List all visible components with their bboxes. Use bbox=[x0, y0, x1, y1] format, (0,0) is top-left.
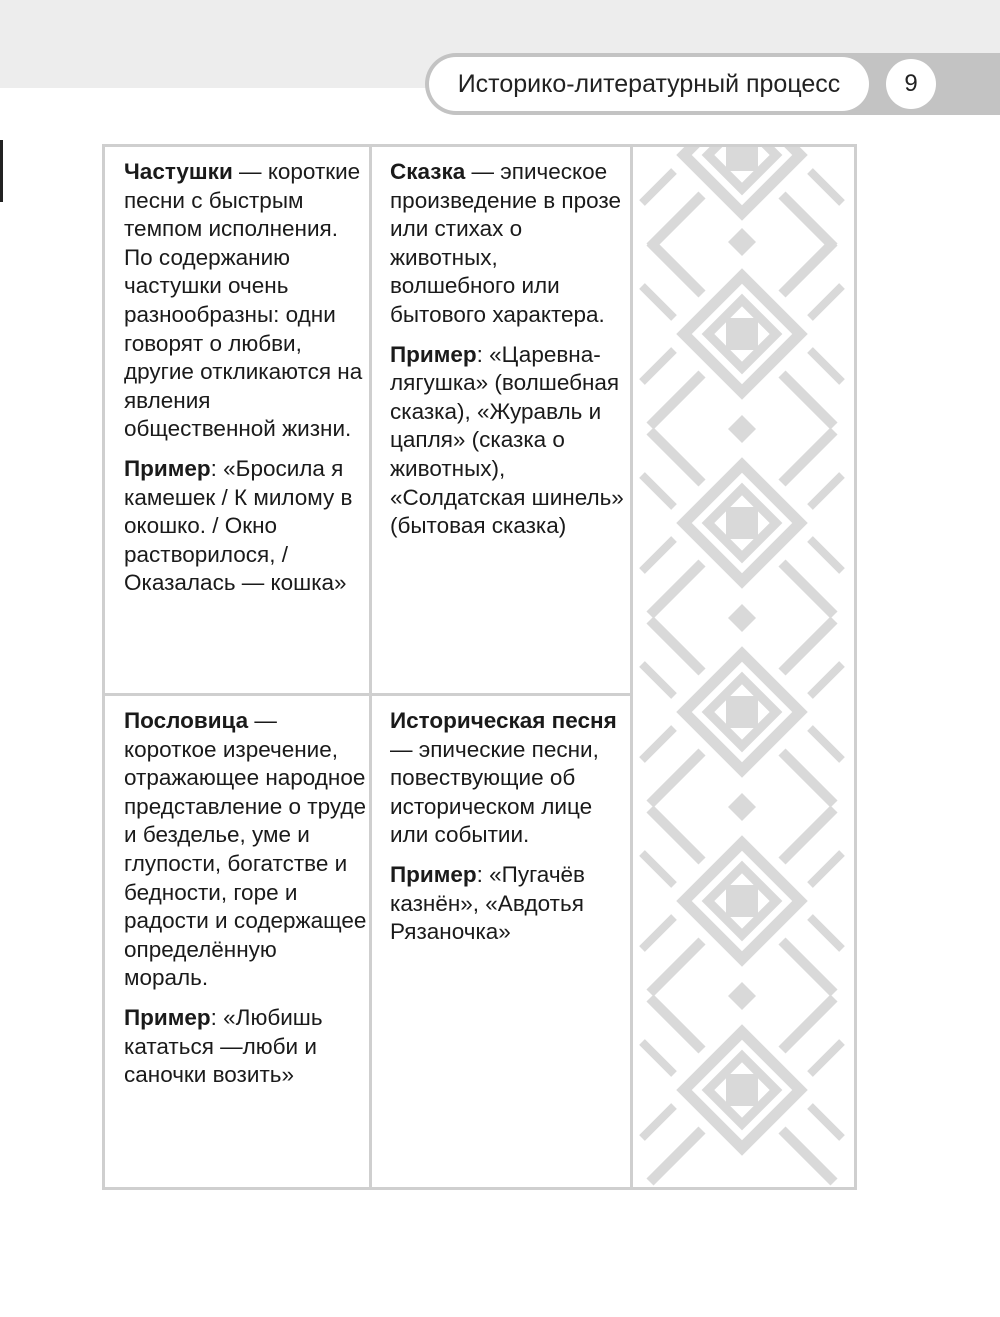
example-paragraph bbox=[390, 861, 626, 947]
term-dash: — bbox=[232, 159, 262, 184]
ornament-center-square bbox=[726, 318, 758, 350]
ornament-tick bbox=[642, 917, 674, 949]
ornament-tick bbox=[810, 1042, 842, 1074]
cell-istoricheskaya-pesnya bbox=[390, 707, 626, 947]
example-label: Пример bbox=[124, 1004, 211, 1030]
ornament-tick bbox=[810, 728, 842, 760]
example-paragraph bbox=[390, 341, 626, 541]
cell-skazka bbox=[390, 158, 626, 541]
ornament-small-diamond bbox=[728, 228, 756, 256]
ornament-tick bbox=[642, 853, 674, 885]
term-heading: Частушки bbox=[124, 159, 233, 184]
column-divider bbox=[369, 147, 372, 1187]
ornament-tick bbox=[642, 664, 674, 696]
ornament-tick bbox=[810, 917, 842, 949]
ornament-motif bbox=[642, 242, 842, 426]
cell-poslovitsa bbox=[124, 707, 367, 1090]
ornament-arm bbox=[782, 998, 834, 1050]
definition-paragraph bbox=[390, 158, 626, 330]
ornament-tick bbox=[810, 286, 842, 318]
ornament-center-square bbox=[726, 1074, 758, 1106]
margin-mark bbox=[0, 140, 3, 202]
ornament-center-square bbox=[726, 147, 758, 171]
folk-ornament-column bbox=[630, 147, 854, 1187]
ornament-tick bbox=[810, 171, 842, 203]
definition-paragraph bbox=[124, 158, 367, 444]
ornament-arm bbox=[782, 752, 834, 804]
ornament-arm bbox=[782, 374, 834, 426]
example-text: : «Любишь кататься —люби и саночки возить» bbox=[124, 1004, 323, 1088]
ornament-arm bbox=[650, 563, 702, 615]
ornament-small-diamond bbox=[728, 982, 756, 1010]
row-divider bbox=[105, 693, 630, 696]
ornament-motif bbox=[642, 620, 842, 804]
ornament-tick bbox=[642, 171, 674, 203]
ornament-arm bbox=[782, 242, 834, 294]
ornament-arm bbox=[782, 195, 834, 247]
ornament-arm bbox=[782, 620, 834, 672]
example-label: Пример bbox=[390, 861, 477, 887]
ornament-tick bbox=[642, 475, 674, 507]
ornament-motif bbox=[642, 998, 842, 1182]
ornament-tick bbox=[810, 664, 842, 696]
ornament-tick bbox=[642, 350, 674, 382]
ornament-arm bbox=[650, 809, 702, 861]
term-heading: Сказка bbox=[390, 159, 466, 184]
ornament-motif bbox=[642, 431, 842, 615]
ornament-tick bbox=[642, 728, 674, 760]
ornament-small-diamond bbox=[728, 415, 756, 443]
ornament-arm bbox=[650, 431, 702, 483]
ornament-tick bbox=[810, 539, 842, 571]
term-heading: Пословица bbox=[124, 708, 249, 733]
ornament-arm bbox=[782, 941, 834, 993]
ornament-arm bbox=[650, 998, 702, 1050]
ornament-motif bbox=[642, 809, 842, 993]
ornament-center-square bbox=[726, 507, 758, 539]
ornament-tick bbox=[810, 350, 842, 382]
ornament-arm bbox=[650, 752, 702, 804]
ornament-tick bbox=[810, 853, 842, 885]
cell-chastushki bbox=[124, 158, 367, 598]
example-label: Пример bbox=[124, 455, 211, 481]
definition-text: эпические песни, повествующие об историческом лице или событии. bbox=[390, 736, 599, 848]
ornament-small-diamond bbox=[728, 604, 756, 632]
term-heading: Историческая песня bbox=[390, 708, 617, 733]
definition-text: короткие песни с быстрым темпом исполнения. По содержанию частушки очень разнообразны: одни говорят о любви, другие откликаются на явления общественной жизни. bbox=[124, 159, 363, 442]
ornament-arm bbox=[650, 1130, 702, 1182]
example-text: : «Царевна-лягушка» (волшебная сказка), «Журавль и цапля» (сказка о животных), «Солдатская шинель» (бытовая сказка) bbox=[390, 341, 624, 539]
ornament-arm bbox=[650, 620, 702, 672]
definition-paragraph bbox=[124, 707, 367, 993]
ornament-tick bbox=[642, 286, 674, 318]
ornament-arm bbox=[650, 941, 702, 993]
term-dash: — bbox=[390, 736, 413, 762]
ornament-tick bbox=[810, 1106, 842, 1138]
ornament-arm bbox=[782, 431, 834, 483]
example-text: : «Бросила я камешек / К милому в окошко. / Окно растворилося, / Оказалась — кошка» bbox=[124, 455, 353, 596]
ornament-arm bbox=[782, 809, 834, 861]
definition-text: короткое изречение, отражающее народное представление о труде и безделье, уме и глупости, богатстве и бедности, горе и радости и содержащее определённую мораль. bbox=[124, 736, 367, 991]
running-header-title: Историко-литературный процесс bbox=[429, 57, 869, 111]
ornament-center-square bbox=[726, 885, 758, 917]
ornament-small-diamond bbox=[728, 793, 756, 821]
ornament-arm bbox=[782, 563, 834, 615]
ornament-arm bbox=[782, 1130, 834, 1182]
example-text: : «Пугачёв казнён», «Авдотья Рязаночка» bbox=[390, 861, 586, 945]
example-label: Пример bbox=[390, 341, 477, 367]
example-paragraph bbox=[124, 1004, 367, 1090]
example-paragraph bbox=[124, 455, 367, 598]
term-dash: — bbox=[248, 708, 277, 733]
definition-text: эпическое произведение в прозе или стихах о животных, волшебного или бытового характера. bbox=[390, 159, 621, 327]
page-number: 9 bbox=[886, 59, 936, 109]
ornament-tick bbox=[810, 475, 842, 507]
ornament-tick bbox=[642, 1106, 674, 1138]
ornament-tick bbox=[642, 1042, 674, 1074]
ornament-arm bbox=[650, 374, 702, 426]
ornament-arm bbox=[650, 242, 702, 294]
ornament-center-square bbox=[726, 696, 758, 728]
ornament-tick bbox=[642, 539, 674, 571]
ornament-arm bbox=[650, 195, 702, 247]
definition-paragraph bbox=[390, 707, 626, 850]
term-dash: — bbox=[465, 159, 495, 184]
